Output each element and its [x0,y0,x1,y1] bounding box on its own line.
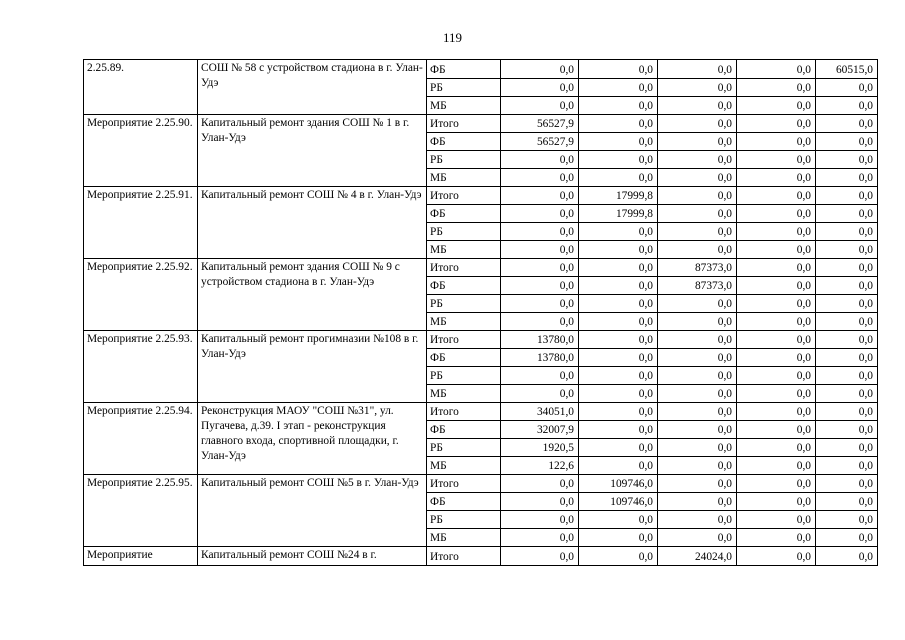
funding-source-cell: МБ [427,169,501,187]
table-row [84,115,878,133]
funding-source-cell: ФБ [427,205,501,223]
amount-cell: 0,0 [658,421,737,439]
amount-cell: 0,0 [579,403,658,421]
amount-cell: 0,0 [501,223,579,241]
funding-source-cell: Итого [427,115,501,133]
measure-code-cell: Мероприятие 2.25.90. [84,115,198,187]
amount-cell: 0,0 [658,295,737,313]
table-row [84,60,878,79]
funding-source-cell: Итого [427,403,501,421]
amount-cell: 0,0 [658,457,737,475]
amount-cell: 0,0 [658,331,737,349]
measure-code-cell: Мероприятие [84,547,198,566]
measure-name-cell: Капитальный ремонт СОШ №24 в г. [198,547,427,566]
amount-cell: 0,0 [816,493,878,511]
amount-cell: 0,0 [816,223,878,241]
amount-cell: 87373,0 [658,277,737,295]
amount-cell: 0,0 [816,439,878,457]
amount-cell: 0,0 [579,511,658,529]
amount-cell: 0,0 [501,529,579,547]
amount-cell: 0,0 [737,385,816,403]
amount-cell: 0,0 [658,385,737,403]
amount-cell: 60515,0 [816,60,878,79]
amount-cell: 0,0 [816,79,878,97]
amount-cell: 0,0 [737,421,816,439]
amount-cell: 0,0 [816,97,878,115]
funding-source-cell: Итого [427,331,501,349]
amount-cell: 0,0 [501,241,579,259]
funding-source-cell: Итого [427,259,501,277]
funding-source-cell: ФБ [427,60,501,79]
amount-cell: 17999,8 [579,205,658,223]
amount-cell: 109746,0 [579,493,658,511]
funding-source-cell: МБ [427,97,501,115]
amount-cell: 0,0 [737,313,816,331]
amount-cell: 0,0 [579,241,658,259]
amount-cell: 0,0 [579,60,658,79]
amount-cell: 0,0 [816,295,878,313]
amount-cell: 0,0 [501,205,579,223]
amount-cell: 0,0 [658,439,737,457]
amount-cell: 0,0 [816,277,878,295]
amount-cell: 0,0 [501,511,579,529]
amount-cell: 0,0 [501,385,579,403]
page-number: 119 [442,30,463,45]
amount-cell: 0,0 [658,187,737,205]
amount-cell: 0,0 [737,511,816,529]
funding-source-cell: ФБ [427,421,501,439]
amount-cell: 0,0 [579,529,658,547]
amount-cell: 0,0 [658,151,737,169]
amount-cell: 0,0 [816,385,878,403]
amount-cell: 32007,9 [501,421,579,439]
amount-cell: 56527,9 [501,133,579,151]
amount-cell: 0,0 [737,349,816,367]
measure-name-cell: Капитальный ремонт здания СОШ № 9 с устройством стадиона в г. Улан-Удэ [198,259,427,331]
amount-cell: 0,0 [501,79,579,97]
funding-source-cell: РБ [427,295,501,313]
measure-code-cell: Мероприятие 2.25.95. [84,475,198,547]
measure-name-cell: Капитальный ремонт СОШ № 4 в г. Улан-Удэ [198,187,427,259]
amount-cell: 0,0 [579,79,658,97]
amount-cell: 0,0 [579,547,658,566]
funding-source-cell: РБ [427,223,501,241]
funding-source-cell: РБ [427,79,501,97]
amount-cell: 0,0 [816,475,878,493]
amount-cell: 0,0 [816,133,878,151]
funding-source-cell: Итого [427,475,501,493]
amount-cell: 0,0 [501,187,579,205]
amount-cell: 0,0 [737,169,816,187]
funding-source-cell: РБ [427,511,501,529]
amount-cell: 0,0 [501,259,579,277]
funding-source-cell: ФБ [427,277,501,295]
amount-cell: 0,0 [579,385,658,403]
amount-cell: 1920,5 [501,439,579,457]
amount-cell: 0,0 [816,457,878,475]
amount-cell: 0,0 [816,367,878,385]
amount-cell: 0,0 [501,367,579,385]
amount-cell: 0,0 [737,115,816,133]
amount-cell: 0,0 [737,493,816,511]
amount-cell: 0,0 [816,331,878,349]
amount-cell: 0,0 [501,277,579,295]
funding-source-cell: ФБ [427,493,501,511]
amount-cell: 0,0 [501,151,579,169]
amount-cell: 0,0 [658,115,737,133]
amount-cell: 0,0 [737,151,816,169]
amount-cell: 0,0 [816,151,878,169]
amount-cell: 0,0 [658,475,737,493]
amount-cell: 13780,0 [501,349,579,367]
amount-cell: 0,0 [737,331,816,349]
amount-cell: 0,0 [816,115,878,133]
amount-cell: 0,0 [579,223,658,241]
amount-cell: 0,0 [501,60,579,79]
amount-cell: 0,0 [816,187,878,205]
amount-cell: 0,0 [816,421,878,439]
amount-cell: 0,0 [737,439,816,457]
amount-cell: 0,0 [658,97,737,115]
amount-cell: 0,0 [501,313,579,331]
amount-cell: 0,0 [737,457,816,475]
amount-cell: 0,0 [737,79,816,97]
amount-cell: 0,0 [658,133,737,151]
amount-cell: 24024,0 [658,547,737,566]
measure-name-cell: Капитальный ремонт СОШ №5 в г. Улан-Удэ [198,475,427,547]
table-row [84,403,878,421]
amount-cell: 0,0 [737,403,816,421]
amount-cell: 0,0 [737,277,816,295]
measure-code-cell: Мероприятие 2.25.91. [84,187,198,259]
amount-cell: 0,0 [579,367,658,385]
table-row [84,547,878,566]
amount-cell: 0,0 [501,493,579,511]
funding-source-cell: МБ [427,385,501,403]
amount-cell: 0,0 [737,547,816,566]
amount-cell: 0,0 [579,259,658,277]
amount-cell: 0,0 [816,529,878,547]
amount-cell: 0,0 [658,367,737,385]
amount-cell: 13780,0 [501,331,579,349]
amount-cell: 0,0 [579,115,658,133]
funding-source-cell: МБ [427,457,501,475]
amount-cell: 0,0 [501,475,579,493]
table-row [84,259,878,277]
amount-cell: 0,0 [501,295,579,313]
amount-cell: 0,0 [737,367,816,385]
measure-code-cell: Мероприятие 2.25.94. [84,403,198,475]
funding-source-cell: Итого [427,547,501,566]
amount-cell: 0,0 [737,187,816,205]
amount-cell: 0,0 [737,205,816,223]
amount-cell: 0,0 [816,169,878,187]
measure-name-cell: Капитальный ремонт прогимназии №108 в г. Улан-Удэ [198,331,427,403]
funding-source-cell: РБ [427,151,501,169]
amount-cell: 0,0 [579,421,658,439]
funding-source-cell: ФБ [427,349,501,367]
measure-name-cell: СОШ № 58 с устройством стадиона в г. Улан-Удэ [198,60,427,115]
measure-name-cell: Реконструкция МАОУ "СОШ №31", ул. Пугачева, д.39. I этап - реконструкция главного входа, спортивной площадки, г. Улан-Удэ [198,403,427,475]
amount-cell: 109746,0 [579,475,658,493]
amount-cell: 0,0 [658,169,737,187]
amount-cell: 0,0 [816,205,878,223]
funding-source-cell: РБ [427,367,501,385]
amount-cell: 0,0 [658,241,737,259]
amount-cell: 0,0 [579,97,658,115]
amount-cell: 0,0 [658,205,737,223]
amount-cell: 0,0 [816,403,878,421]
measure-code-cell: Мероприятие 2.25.92. [84,259,198,331]
amount-cell: 0,0 [816,511,878,529]
amount-cell: 0,0 [579,133,658,151]
amount-cell: 0,0 [737,223,816,241]
amount-cell: 17999,8 [579,187,658,205]
amount-cell: 0,0 [658,529,737,547]
amount-cell: 0,0 [501,547,579,566]
amount-cell: 0,0 [658,511,737,529]
amount-cell: 0,0 [658,223,737,241]
amount-cell: 0,0 [737,133,816,151]
funding-source-cell: МБ [427,529,501,547]
budget-table-body [84,60,878,566]
amount-cell: 0,0 [658,79,737,97]
amount-cell: 0,0 [658,60,737,79]
amount-cell: 0,0 [579,313,658,331]
amount-cell: 0,0 [816,259,878,277]
amount-cell: 0,0 [737,60,816,79]
amount-cell: 0,0 [579,457,658,475]
amount-cell: 0,0 [579,331,658,349]
amount-cell: 0,0 [658,313,737,331]
amount-cell: 0,0 [737,241,816,259]
funding-source-cell: МБ [427,241,501,259]
amount-cell: 0,0 [579,439,658,457]
amount-cell: 0,0 [501,97,579,115]
amount-cell: 0,0 [579,295,658,313]
amount-cell: 0,0 [816,241,878,259]
amount-cell: 0,0 [579,277,658,295]
funding-source-cell: РБ [427,439,501,457]
amount-cell: 0,0 [737,475,816,493]
amount-cell: 0,0 [501,169,579,187]
amount-cell: 0,0 [737,97,816,115]
amount-cell: 34051,0 [501,403,579,421]
measure-name-cell: Капитальный ремонт здания СОШ № 1 в г. Улан-Удэ [198,115,427,187]
amount-cell: 0,0 [579,169,658,187]
table-row [84,331,878,349]
amount-cell: 0,0 [579,151,658,169]
table-row [84,475,878,493]
amount-cell: 0,0 [658,493,737,511]
amount-cell: 0,0 [816,547,878,566]
amount-cell: 0,0 [579,349,658,367]
amount-cell: 0,0 [816,313,878,331]
amount-cell: 0,0 [737,529,816,547]
table-row [84,187,878,205]
funding-source-cell: Итого [427,187,501,205]
amount-cell: 122,6 [501,457,579,475]
amount-cell: 0,0 [737,259,816,277]
amount-cell: 56527,9 [501,115,579,133]
amount-cell: 0,0 [658,403,737,421]
amount-cell: 0,0 [816,349,878,367]
amount-cell: 0,0 [658,349,737,367]
amount-cell: 0,0 [737,295,816,313]
measure-code-cell: Мероприятие 2.25.93. [84,331,198,403]
budget-table [83,59,878,566]
amount-cell: 87373,0 [658,259,737,277]
funding-source-cell: МБ [427,313,501,331]
measure-code-cell: 2.25.89. [84,60,198,115]
funding-source-cell: ФБ [427,133,501,151]
